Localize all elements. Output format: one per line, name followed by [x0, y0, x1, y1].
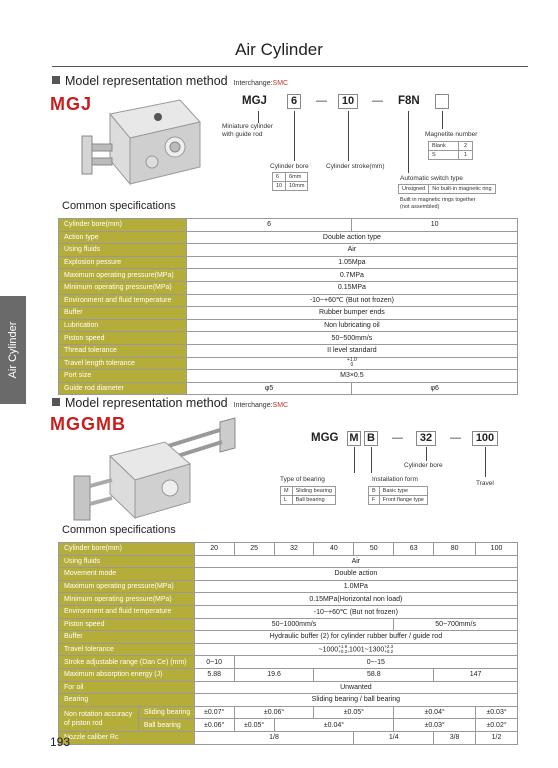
- spec-label: Cylinder bore(mm): [59, 219, 187, 232]
- spec-value: Hydraulic buffer (2) for cylinder rubber buffer / guide rod: [194, 631, 517, 644]
- table-cell: 10mm: [286, 182, 308, 191]
- spec-value: 147: [434, 668, 518, 681]
- spec-value: Double action type: [186, 231, 517, 244]
- table-row: [59, 281, 518, 294]
- mgj-label-magnetite: Magnetite number: [425, 131, 478, 138]
- table-row: [281, 496, 336, 505]
- spec-value: 1/2: [476, 731, 518, 744]
- spec-value: φ5: [186, 382, 352, 395]
- spec-bore: 80: [434, 543, 476, 556]
- spec-value: 1.0MPa: [194, 580, 517, 593]
- spec-value: 50~500mm/s: [186, 332, 517, 345]
- mgj-heading-text: Model representation method: [65, 74, 228, 88]
- table-row: [59, 555, 518, 568]
- spec-value: 50~1000mm/s: [194, 618, 394, 631]
- side-tab: [0, 296, 26, 404]
- spec-label: Travel tolerance: [59, 643, 195, 656]
- travel-tol-a: ~1000: [318, 646, 339, 654]
- table-row: [59, 357, 518, 370]
- title-rule: [52, 66, 528, 67]
- spec-label: Buffer: [59, 631, 195, 644]
- table-row: [59, 231, 518, 244]
- spec-sublabel: Sliding bearing: [138, 706, 194, 719]
- spec-value: 50~700mm/s: [394, 618, 518, 631]
- spec-value: Unwanted: [194, 681, 517, 694]
- mggmb-bearing-table: [280, 486, 336, 505]
- spec-value: M3×0.5: [186, 370, 517, 383]
- spec-value: ±0.02°: [476, 719, 518, 732]
- spec-value: 0.15MPa(Horizontal non load): [194, 593, 517, 606]
- table-row: [429, 142, 473, 151]
- mgj-built-in-2: (not assembled): [400, 203, 440, 210]
- table-cell: 6: [273, 173, 286, 182]
- mgj-cylinder-illustration: [80, 92, 210, 192]
- mggmb-form-table: [368, 486, 428, 505]
- spec-value: ±0.03°: [476, 706, 518, 719]
- table-row: [59, 568, 518, 581]
- spec-label: Port size: [59, 370, 187, 383]
- table-cell: M: [281, 487, 293, 496]
- nonrot-label-2: of piston rod: [64, 719, 103, 727]
- spec-label: Maximum operating pressure(MPa): [59, 269, 187, 282]
- page-number: 193: [50, 735, 71, 749]
- mgj-label-stroke: Cylinder stroke(mm): [326, 163, 385, 170]
- travel-tol-b: ,1001~1300: [347, 646, 385, 654]
- spec-value: ±0.05°: [234, 719, 274, 732]
- leader-line: [442, 111, 443, 129]
- mggmb-label-bearing: Type of bearing: [280, 476, 325, 483]
- spec-label: Guide rod diameter: [59, 382, 187, 395]
- spec-label: Minimum operating pressure(MPa): [59, 593, 195, 606]
- table-row: [59, 382, 518, 395]
- table-row: [59, 307, 518, 320]
- spec-bore: 63: [394, 543, 434, 556]
- spec-value: 3/8: [434, 731, 476, 744]
- spec-value: 0~10: [194, 656, 234, 669]
- table-row: [59, 344, 518, 357]
- spec-label: Environment and fluid temperature: [59, 294, 187, 307]
- mgj-spec-table: [58, 218, 518, 395]
- leader-line: [294, 111, 295, 161]
- table-cell: B: [369, 487, 380, 496]
- spec-value: 1/4: [354, 731, 434, 744]
- spec-label: Bearing: [59, 694, 195, 707]
- spec-value: ±0.03°: [394, 719, 476, 732]
- spec-value: 0.15MPa: [186, 281, 517, 294]
- spec-label: Maximum operating pressure(MPa): [59, 580, 195, 593]
- spec-bore: 40: [314, 543, 354, 556]
- spec-value: 0~-15: [234, 656, 517, 669]
- leader-line: [354, 447, 355, 473]
- table-row: [273, 182, 308, 191]
- travel-tol-b-sub: +0.2: [384, 648, 394, 654]
- tolerance-plus: +1.0: [346, 357, 357, 364]
- spec-value: ±0.04°: [394, 706, 476, 719]
- travel-tol-b-sup: +2.3: [384, 644, 394, 650]
- leader-line: [258, 111, 259, 123]
- mgj-code-switch: F8N: [398, 95, 420, 107]
- table-row: [59, 543, 518, 556]
- square-bullet-icon: [52, 398, 60, 406]
- mggmb-spec-table: [58, 542, 518, 745]
- table-row: [59, 694, 518, 707]
- mggmb-code-prefix: MGG: [311, 432, 339, 444]
- spec-label: Using fluids: [59, 244, 187, 257]
- mggmb-code-form: B: [364, 431, 378, 446]
- table-cell: 10: [273, 182, 286, 191]
- spec-value: 1.05Mpa: [186, 256, 517, 269]
- table-row: [273, 173, 308, 182]
- spec-label: For oil: [59, 681, 195, 694]
- spec-sublabel: Ball bearing: [138, 719, 194, 732]
- spec-bore-6: 6: [186, 219, 352, 232]
- square-bullet-icon: [52, 76, 60, 84]
- spec-label: Piston speed: [59, 618, 195, 631]
- leader-line: [371, 447, 372, 473]
- mggmb-heading-text: Model representation method: [65, 396, 228, 410]
- mgj-magnet-table: [428, 141, 473, 160]
- table-cell: Basic type: [379, 487, 427, 496]
- mggmb-cylinder-illustration: [70, 416, 240, 526]
- table-cell: Unsigned: [399, 185, 429, 194]
- table-row: [59, 370, 518, 383]
- mggmb-label-travel: Travel: [476, 480, 494, 487]
- table-cell: F: [369, 496, 380, 505]
- mggmb-label-bore: Cylinder bore: [404, 462, 443, 469]
- mgj-model-name: MGJ: [50, 94, 93, 114]
- table-row: [59, 631, 518, 644]
- spec-label: Thread tolerance: [59, 344, 187, 357]
- mggmb-interchange-brand: SMC: [272, 402, 289, 409]
- table-row: [59, 643, 518, 656]
- nonrot-label-1: Non rotation accuracy: [64, 710, 133, 718]
- table-row: [59, 580, 518, 593]
- leader-line: [408, 111, 409, 173]
- mgj-with-guide-text: with guide rod: [222, 131, 263, 139]
- spec-label: Using fluids: [59, 555, 195, 568]
- spec-bore: 25: [234, 543, 274, 556]
- table-row: [59, 656, 518, 669]
- spec-value: -10~+60℃ (But not frozen): [194, 605, 517, 618]
- spec-value: ±0.06°: [194, 719, 234, 732]
- spec-label: Nozzle caliber Rc: [59, 731, 195, 744]
- table-row: [59, 681, 518, 694]
- table-row: [59, 668, 518, 681]
- spec-value: φ6: [352, 382, 518, 395]
- table-row: [59, 219, 518, 232]
- spec-bore: 100: [476, 543, 518, 556]
- spec-label: Action type: [59, 231, 187, 244]
- mgj-code-stroke: 10: [338, 94, 358, 109]
- table-cell: Front flange type: [379, 496, 427, 505]
- spec-label-nonrotation: [59, 706, 139, 731]
- spec-bore: 20: [194, 543, 234, 556]
- mggmb-model-name: MGGMB: [50, 414, 126, 434]
- table-row: [369, 487, 428, 496]
- spec-value-travel-tolerance: [194, 643, 517, 656]
- spec-label: Cylinder bore(mm): [59, 543, 195, 556]
- spec-value: Double action: [194, 568, 517, 581]
- table-cell: No built-in magnetic ring: [429, 185, 495, 194]
- travel-tol-a-sub: +0.2: [338, 648, 348, 654]
- mgj-section-heading: [52, 74, 288, 88]
- mggmb-interchange-prefix: Interchange:: [233, 402, 273, 409]
- mgj-code-prefix: MGJ: [242, 95, 267, 107]
- table-cell: 6mm: [286, 173, 308, 182]
- table-cell: 2: [459, 142, 473, 151]
- mggmb-code-dash-1: —: [392, 432, 403, 444]
- spec-label: Stroke adjustable range (Dan Ce) (mm): [59, 656, 195, 669]
- mgj-interchange: [234, 80, 288, 87]
- spec-value: 0.7MPa: [186, 269, 517, 282]
- mgj-label-bore: Cylinder bore: [270, 163, 309, 170]
- table-row: [59, 332, 518, 345]
- mggmb-spec-heading: Common specifications: [62, 524, 176, 536]
- mggmb-code-travel: 100: [472, 431, 498, 446]
- spec-value: Air: [194, 555, 517, 568]
- mgj-code-bore: 6: [287, 94, 301, 109]
- table-row: [59, 731, 518, 744]
- spec-value: ±0.05°: [314, 706, 394, 719]
- table-row: [59, 319, 518, 332]
- mgj-label-built-in: [400, 197, 476, 211]
- spec-value: 5.88: [194, 668, 234, 681]
- mggmb-section-heading: [52, 396, 288, 410]
- spec-value: ±0.07°: [194, 706, 234, 719]
- mggmb-code-dash-2: —: [450, 432, 461, 444]
- table-row: [429, 151, 473, 160]
- mggmb-interchange: [234, 402, 288, 409]
- mgj-code-dash-2: —: [372, 95, 383, 107]
- table-row: [59, 244, 518, 257]
- table-row: [399, 185, 496, 194]
- mgj-interchange-prefix: Interchange:: [233, 80, 273, 87]
- spec-label: Explosion pessure: [59, 256, 187, 269]
- spec-label: Buffer: [59, 307, 187, 320]
- mgj-label-switch: Automatic switch type: [400, 175, 463, 182]
- spec-label: Travel length tolerance: [59, 357, 187, 370]
- spec-label: Piston speed: [59, 332, 187, 345]
- spec-bore-10: 10: [352, 219, 518, 232]
- tolerance-minus: 0: [350, 362, 354, 369]
- spec-value: -10~+60℃ (But not frozen): [186, 294, 517, 307]
- mggmb-label-installation: Installation form: [372, 476, 418, 483]
- table-row: [59, 618, 518, 631]
- spec-label: Movement mode: [59, 568, 195, 581]
- spec-label: Environment and fluid temperature: [59, 605, 195, 618]
- mggmb-code-bearing: M: [347, 431, 361, 446]
- mgj-switch-table: [398, 184, 496, 194]
- table-row: [281, 487, 336, 496]
- table-cell: S: [429, 151, 459, 160]
- spec-value: Sliding bearing / ball bearing: [194, 694, 517, 707]
- table-row: [59, 256, 518, 269]
- mgj-bore-table: [272, 172, 308, 191]
- spec-bore: 50: [354, 543, 394, 556]
- spec-value: Rubber bumper ends: [186, 307, 517, 320]
- spec-value: Non lubricating oil: [186, 319, 517, 332]
- spec-value: 58.8: [314, 668, 434, 681]
- spec-value: ±0.04°: [274, 719, 394, 732]
- table-cell: Ball bearing: [292, 496, 335, 505]
- table-cell: L: [281, 496, 293, 505]
- page-title: Air Cylinder: [235, 40, 323, 59]
- spec-bore: 32: [274, 543, 314, 556]
- mgj-built-in-1: Built in magnetic rings together: [400, 197, 476, 203]
- mgj-miniature-text: Miniature cylinder: [222, 123, 273, 130]
- spec-label: Maximum absorption energy (J): [59, 668, 195, 681]
- mgj-label-miniature: [222, 123, 273, 139]
- leader-line: [426, 447, 427, 461]
- spec-value: 1/8: [194, 731, 354, 744]
- spec-value: 19.6: [234, 668, 314, 681]
- leader-line: [485, 447, 486, 477]
- mgj-code-dash-1: —: [316, 95, 327, 107]
- leader-line: [348, 111, 349, 161]
- travel-tol-a-sup: +1.9: [338, 644, 348, 650]
- table-cell: Sliding bearing: [292, 487, 335, 496]
- mgj-interchange-brand: SMC: [272, 80, 289, 87]
- table-cell: Blank: [429, 142, 459, 151]
- spec-value-tolerance: [186, 357, 517, 370]
- table-row: [59, 706, 518, 719]
- table-row: [369, 496, 428, 505]
- table-row: [59, 605, 518, 618]
- table-row: [59, 269, 518, 282]
- table-row: [59, 593, 518, 606]
- side-tab-label: Air Cylinder: [7, 321, 19, 379]
- table-cell: 1: [459, 151, 473, 160]
- table-row: [59, 294, 518, 307]
- spec-value: II level standard: [186, 344, 517, 357]
- spec-value: ±0.06°: [234, 706, 314, 719]
- spec-value: Air: [186, 244, 517, 257]
- mgj-spec-heading: Common specifications: [62, 200, 176, 212]
- spec-label: Minimum operating pressure(MPa): [59, 281, 187, 294]
- spec-label: Lubrication: [59, 319, 187, 332]
- mgj-code-magnet-box: [435, 94, 449, 109]
- mggmb-code-bore: 32: [416, 431, 436, 446]
